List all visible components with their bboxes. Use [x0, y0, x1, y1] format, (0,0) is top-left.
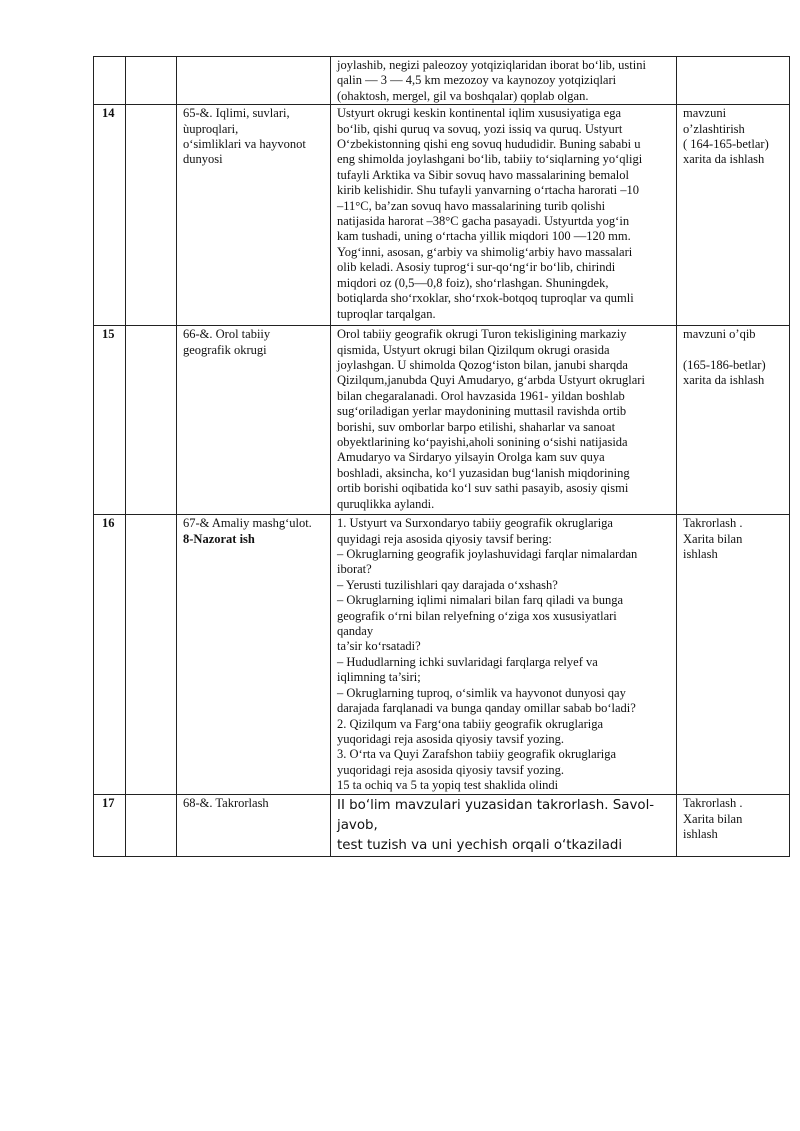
lesson-note	[677, 326, 790, 515]
note-line: (165-186-betlar)	[683, 358, 766, 373]
note-line: Xarita bilan	[683, 531, 743, 546]
content-line: bilan chegaralanadi. Orol havzasida 1961- yildan boshlab	[337, 388, 625, 403]
lesson-content	[331, 326, 677, 515]
content-line: darajada farqlanadi va bunga qanday omillar sabab bo‘ladi?	[337, 701, 636, 716]
note-line: Takrorlash .	[683, 516, 743, 531]
content-line: – Okruglarning tuproq, o‘simlik va hayvonot dunyosi qay	[337, 685, 626, 700]
topic-line: geografik okrugi	[183, 342, 267, 357]
lesson-note	[677, 515, 790, 795]
content-line: joylashib, negizi paleozoy yotqiziqlaridan iborat bo‘lib, ustini	[337, 58, 646, 72]
content-line: Yog‘inni, asosan, g‘arbiy va shimolig‘arbiy havo massalari	[337, 244, 633, 259]
table-row	[94, 515, 790, 795]
table-row	[94, 105, 790, 326]
content-line: botiqlarda sho‘rxoklar, sho‘rxok-botqoq tuproqlar va qumli	[337, 291, 634, 306]
content-line: miqdori oz (0,5—0,8 foiz), sho‘rlashgan. Shuningdek,	[337, 275, 609, 290]
table-body	[94, 57, 790, 857]
topic-line: 66-&. Orol tabiiy	[183, 327, 271, 342]
topic-line: ùuproqlari,	[183, 121, 239, 136]
lesson-content	[331, 515, 677, 795]
table-row	[94, 795, 790, 857]
table-row	[94, 326, 790, 515]
note-line: xarita da ishlash	[683, 373, 765, 388]
content-line: Amudaryo va Sirdaryo yilsayin Orolga kam suv quya	[337, 450, 605, 465]
content-line: –11°C, ba’zan sovuq havo massalarining turib qolishi	[337, 198, 606, 213]
lesson-number: 14	[94, 105, 126, 326]
table-row	[94, 57, 790, 105]
content-line: quyidagi reja asosida qiyosiy tavsif bering:	[337, 531, 552, 546]
note-line: o’zlashtirish	[683, 121, 745, 136]
content-line: qalin — 3 — 4,5 km mezozoy va kaynozoy yotqiziqlari	[337, 73, 617, 88]
content-line: (ohaktosh, mergel, gil va boshqalar) qoplab olgan.	[337, 88, 589, 103]
content-line: II bo‘lim mavzulari yuzasidan takrorlash. Savol-	[337, 798, 655, 814]
lesson-topic	[177, 326, 331, 515]
content-line: – Yerusti tuzilishlari qay darajada o‘xshash?	[337, 577, 558, 592]
lesson-note	[677, 105, 790, 326]
content-line: qismida, Ustyurt okrugi bilan Qizilqum okrugi orasida	[337, 342, 610, 357]
empty-cell	[126, 105, 177, 326]
content-line: iqlimning ta’siri;	[337, 670, 421, 685]
content-line: kirib kelishidir. Shu tufayli yanvarning o‘rtacha harorati –10	[337, 183, 640, 198]
topic-bold-line: 8-Nazorat ish	[183, 531, 255, 546]
lesson-topic	[177, 515, 331, 795]
content-line: yuqoridagi reja asosida qiyosiy tavsif yozing.	[337, 731, 565, 746]
content-line: borishi, suv omborlar barpo etilishi, shaharlar va sanoat	[337, 419, 616, 434]
lesson-topic	[177, 795, 331, 857]
content-line: natijasida harorat –38°C gacha pasayadi. Ustyurtda yog‘in	[337, 214, 630, 229]
content-line: tuproqlar tarqalgan.	[337, 306, 436, 321]
content-line: ta’sir ko‘rsatadi?	[337, 639, 421, 654]
content-line: ortib borishi oqibatida ko‘l suv sathi pasayib, asosiy qismi	[337, 481, 629, 496]
note-line	[683, 343, 783, 358]
lesson-topic	[177, 105, 331, 326]
content-line: – Okruglarning geografik joylashuvidagi farqlar nimalardan	[337, 547, 638, 562]
lesson-plan-table	[93, 56, 790, 857]
content-line: yuqoridagi reja asosida qiyosiy tavsif yozing.	[337, 762, 565, 777]
note-line: mavzuni o’qib	[683, 327, 756, 342]
content-line: 3. O‘rta va Quyi Zarafshon tabiiy geografik okruglariga	[337, 747, 617, 762]
content-line: joylashgan. U shimolda Qozog‘iston bilan, janubi sharqda	[337, 358, 628, 373]
content-line: sug‘oriladigan yerlar maydonining muttasil ravishda ortib	[337, 404, 627, 419]
lesson-number	[94, 57, 126, 105]
note-line: Takrorlash .	[683, 796, 743, 811]
content-line: boshladi, aksincha, ko‘l yuzasidan bug‘lanish miqdorining	[337, 465, 630, 480]
note-line: mavzuni	[683, 106, 727, 121]
empty-cell	[126, 57, 177, 105]
content-line: eng shimolda joylashgani bo‘lib, tabiiy to‘siqlarning yo‘qligi	[337, 152, 643, 167]
empty-cell	[126, 515, 177, 795]
content-line: tufayli Arktika va Sibir sovuq havo massalarining bemalol	[337, 167, 629, 182]
content-line: quruqlikka aylandi.	[337, 496, 435, 511]
content-line: O‘zbekistonning qishi eng sovuq hududidir. Buning sababi u	[337, 137, 641, 152]
content-line: 2. Qizilqum va Farg‘ona tabiiy geografik okruglariga	[337, 716, 604, 731]
content-line: 1. Ustyurt va Surxondaryo tabiiy geografik okruglariga	[337, 516, 613, 531]
lesson-number: 15	[94, 326, 126, 515]
lesson-number: 16	[94, 515, 126, 795]
note-line: Xarita bilan	[683, 811, 743, 826]
lesson-note	[677, 795, 790, 857]
content-line: bo‘lib, qishi quruq va sovuq, yozi issiq va quruq. Ustyurt	[337, 121, 623, 136]
content-line: geografik o‘rni bilan relyefning o‘ziga xos xususiyatlari	[337, 608, 617, 623]
content-line: Orol tabiiy geografik okrugi Turon tekisligining markaziy	[337, 327, 627, 342]
content-line: – Hududlarning ichki suvlaridagi farqlarga relyef va	[337, 654, 598, 669]
lesson-number: 17	[94, 795, 126, 857]
content-line: qanday	[337, 624, 374, 639]
empty-cell	[126, 326, 177, 515]
lesson-topic	[177, 57, 331, 105]
topic-line: dunyosi	[183, 152, 223, 167]
content-line: kam tushadi, uning o‘rtacha yillik miqdori 100 —120 mm.	[337, 229, 631, 244]
topic-line: 65-&. Iqlimi, suvlari,	[183, 106, 290, 121]
content-line: Ustyurt okrugi keskin kontinental iqlim xususiyatiga ega	[337, 106, 621, 121]
topic-line: o‘simliklari va hayvonot	[183, 137, 306, 152]
lesson-plan-page	[93, 56, 786, 857]
note-line: ishlash	[683, 547, 718, 562]
empty-cell	[126, 795, 177, 857]
topic-line: 68-&. Takrorlash	[183, 796, 269, 811]
lesson-content	[331, 105, 677, 326]
note-line: xarita da ishlash	[683, 152, 765, 167]
lesson-content	[331, 795, 677, 857]
content-line: iborat?	[337, 562, 372, 577]
note-line: ( 164-165-betlar)	[683, 137, 769, 152]
content-line: – Okruglarning iqlimi nimalari bilan farq qiladi va bunga	[337, 593, 624, 608]
lesson-content	[331, 57, 677, 105]
content-line: javob,	[337, 818, 378, 834]
content-line: 15 ta ochiq va 5 ta yopiq test shaklida olindi	[337, 778, 559, 793]
content-line: Qizilqum,janubda Quyi Amudaryo, g‘arbda Ustyurt okruglari	[337, 373, 645, 388]
lesson-note	[677, 57, 790, 105]
content-line: obyektlarining ko‘payishi,aholi sonining o‘sishi natijasida	[337, 435, 628, 450]
topic-line: 67-& Amaliy mashg‘ulot.	[183, 516, 312, 531]
note-line: ishlash	[683, 827, 718, 842]
content-line: test tuzish va uni yechish orqali o‘tkaziladi	[337, 838, 623, 854]
content-line: olib keladi. Asosiy tuprog‘i sur-qo‘ng‘ir bo‘lib, chirindi	[337, 260, 616, 275]
